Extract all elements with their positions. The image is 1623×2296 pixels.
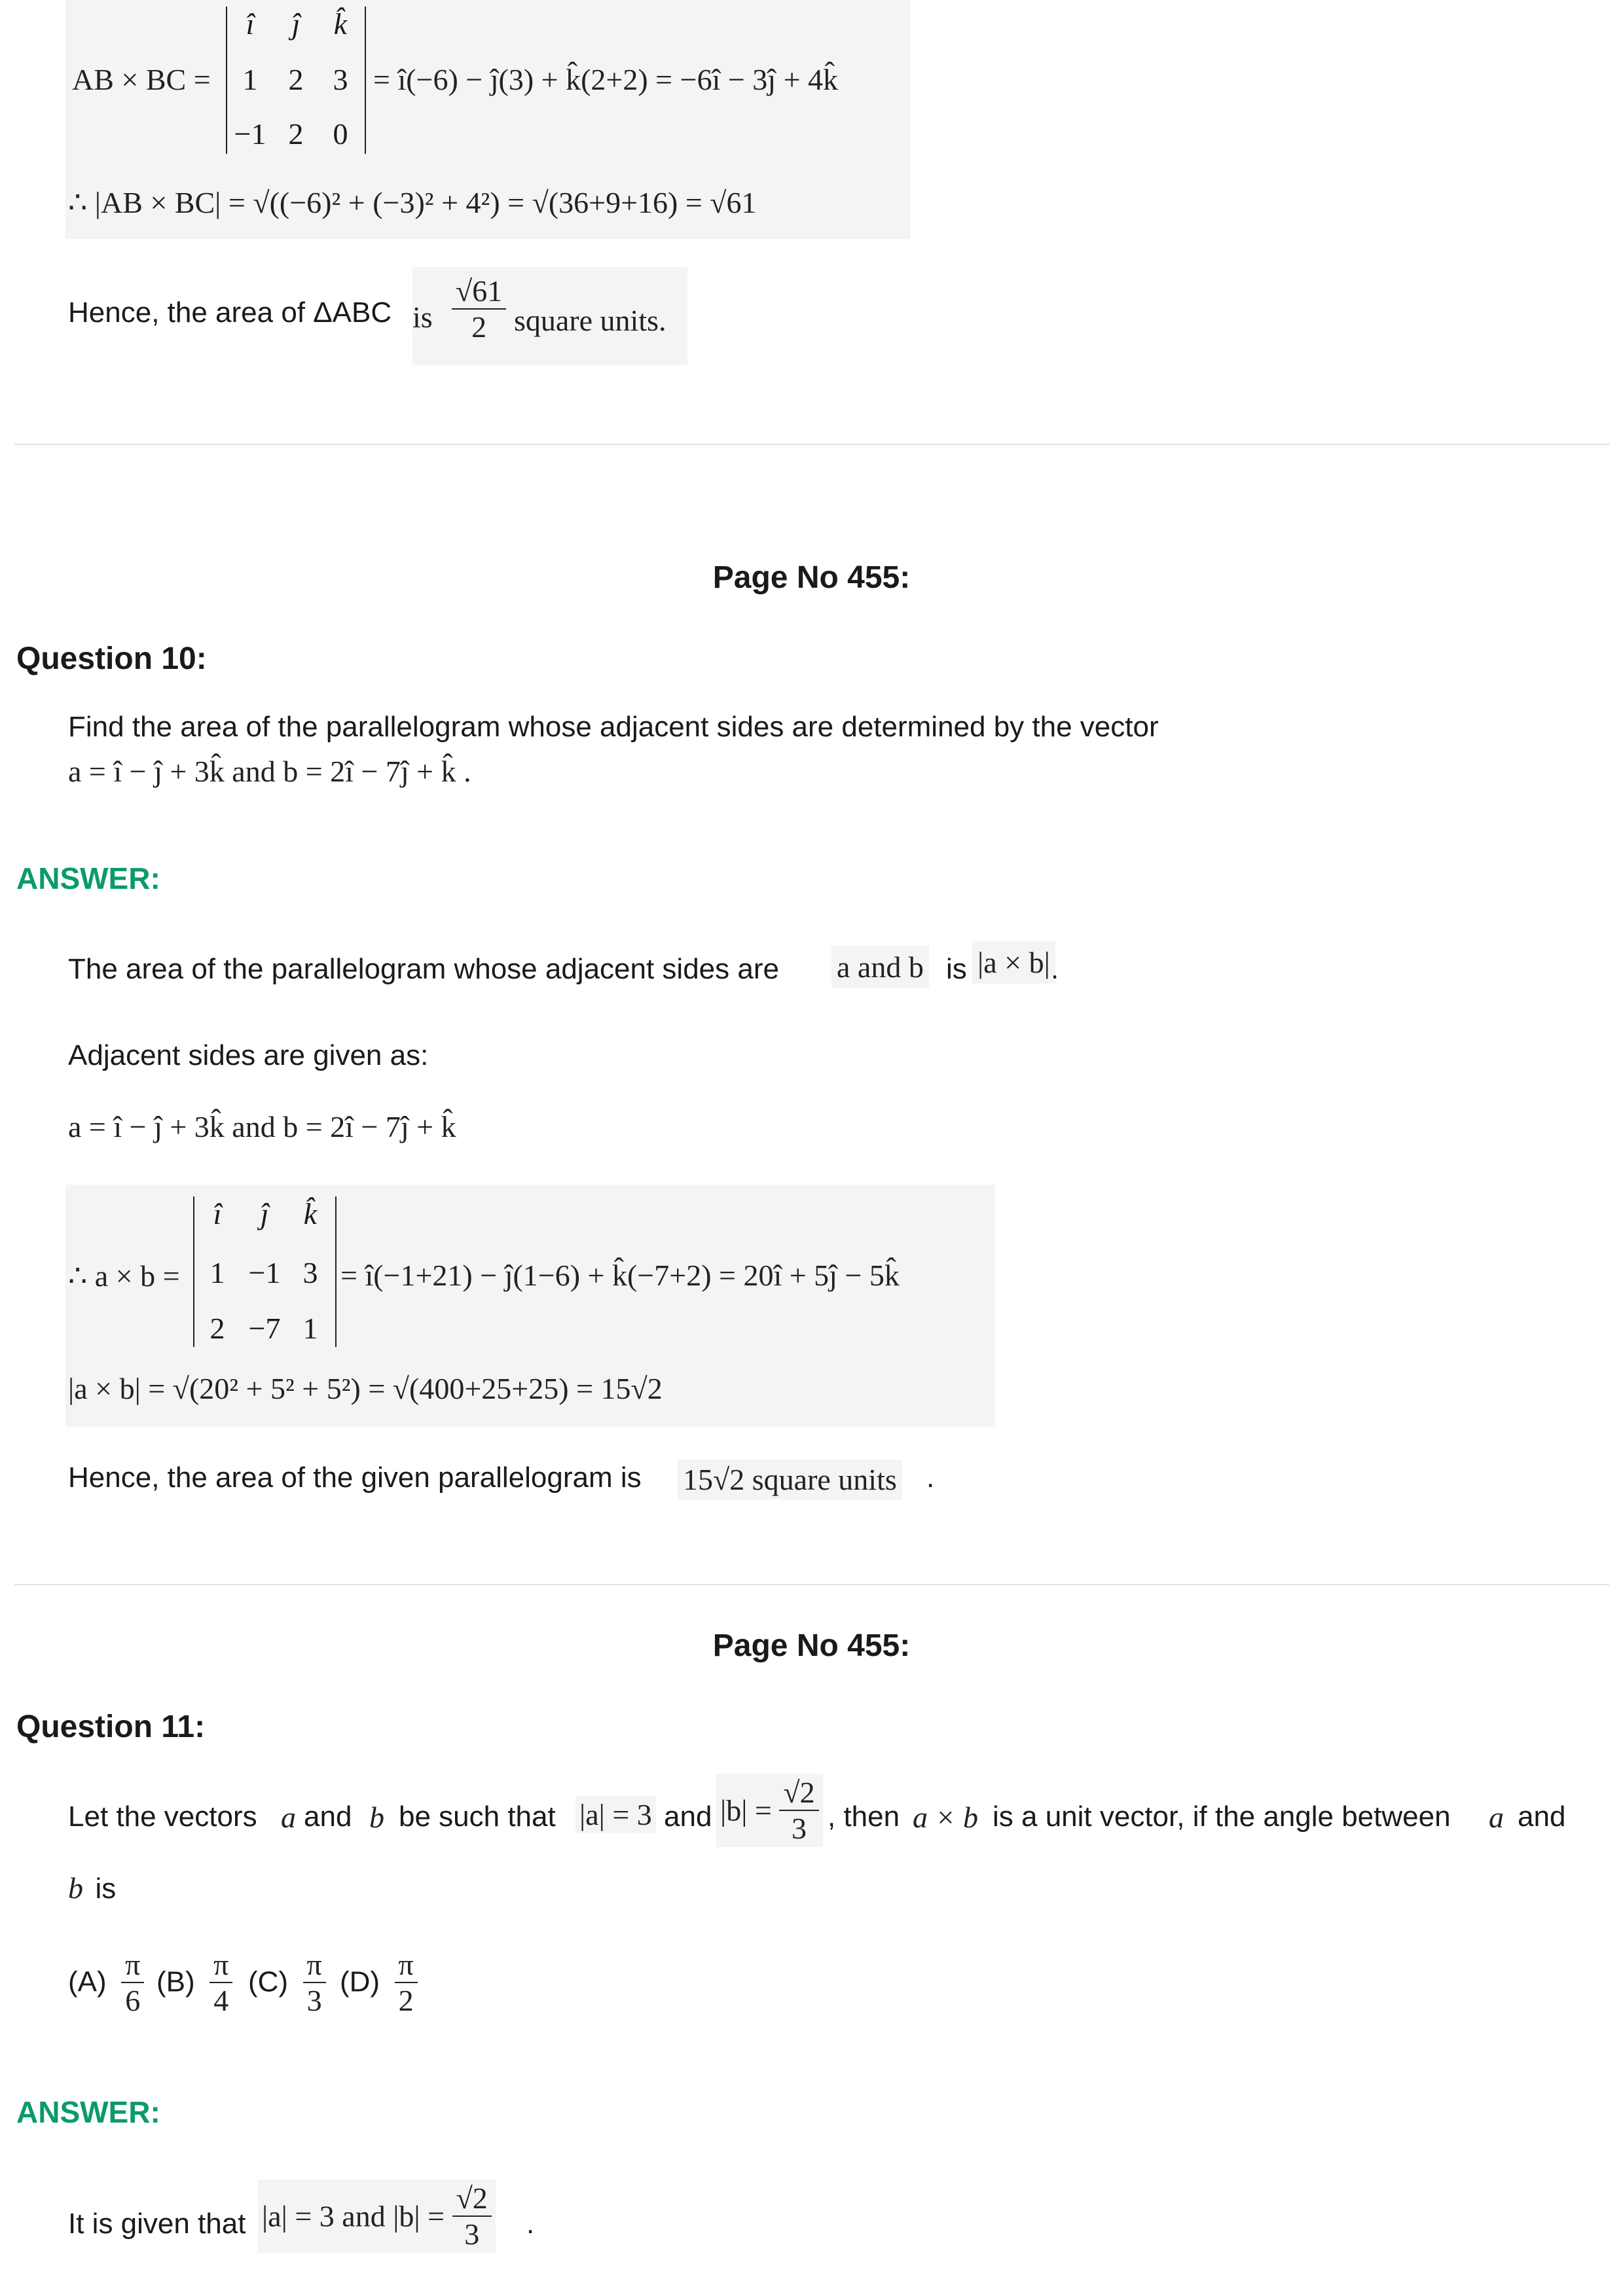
det2-cell: 3 [302,1256,318,1289]
q10-line1-dot: . [1051,953,1059,985]
cross-lhs-2: ∴ a × b = [68,1259,180,1293]
q11-text2: be such that [399,1801,556,1833]
q11-axb: a × b [913,1801,979,1834]
option-c-num: π [303,1947,326,1983]
det2-cell: −7 [248,1312,281,1345]
prev-conclusion-math [412,267,687,365]
q11-a2: a [1489,1801,1504,1834]
answer-label-10: ANSWER: [16,861,160,895]
q11-given-dot: . [526,2208,535,2240]
q10-line1-mag [972,941,1055,984]
det1-cell: k̂ [333,7,348,41]
det2-cell: î [213,1197,222,1230]
det2-cell: −1 [248,1256,281,1289]
q11-fraction-num: √2 [779,1775,818,1811]
q11-given-fraction-den: 3 [464,2217,480,2251]
q11-given-math-lhs: |a| = 3 and |b| = [262,2199,445,2233]
det2-cell: k̂ [303,1197,318,1230]
prev-conclusion-text: Hence, the area of ΔABC [68,296,392,329]
q11-text1: Let the vectors [68,1801,257,1833]
divider-2 [14,1584,1609,1585]
magnitude-line-1: ∴ |AB × BC| = √((−6)² + (−3)² + 4²) = √(36+9+16) = √61 [68,186,757,219]
magnitude-line-2: |a × b| = √(20² + 5² + 5²) = √(400+25+25) = 15√2 [68,1372,663,1405]
option-d-num: π [395,1947,418,1983]
q11-given-text: It is given that [68,2208,246,2240]
option-b-den: 4 [213,1984,229,2017]
option-a-label: (A) [68,1965,107,1998]
q11-mag-b [716,1774,823,1847]
option-a-fraction [121,1947,144,2018]
area-fraction [452,274,506,344]
q11-text3: is a unit vector, if the angle between [993,1801,1451,1833]
prev-conclusion-units: square units. [514,304,666,337]
option-d-label: (D) [340,1965,380,1998]
prev-conclusion [68,296,392,331]
det1-cell: î [246,7,255,41]
option-a-den: 6 [125,1984,141,2017]
q10-conclusion-math: 15√2 square units [678,1460,902,1499]
answer-label-11: ANSWER: [16,2095,160,2129]
question-10-label: Question 10: [16,641,207,676]
option-b-label: (B) [156,1965,195,1998]
q10-conclusion-text: Hence, the area of the given parallelogram is [68,1462,642,1494]
determinant-1 [226,7,366,154]
det1-cell: 3 [333,63,348,96]
option-d[interactable] [340,1947,418,2018]
option-d-fraction [395,1947,418,2018]
det2-cell: 1 [302,1312,318,1345]
option-c-fraction [303,1947,326,2018]
question-11-line2 [68,1871,116,1907]
q11-fraction [779,1775,818,1846]
det2-cell: ĵ [260,1197,269,1230]
q11-b: b [369,1801,384,1834]
q11-and3: and [1518,1801,1566,1833]
option-d-den: 2 [398,1984,414,2017]
divider-1 [14,444,1609,445]
q11-given [68,2173,657,2271]
magnitude-a-cross-b: |a × b| [977,946,1050,979]
q11-fraction-den: 3 [792,1812,807,1845]
q10-line1-is: is [946,953,967,985]
q11-and1: and [304,1801,352,1833]
det1-cell: 2 [288,117,304,151]
q11-is: is [95,1873,117,1905]
cross-product-block-2 [65,1185,995,1427]
option-b-fraction [210,1947,232,2018]
det1-cell: −1 [234,117,266,151]
q10-line2: Adjacent sides are given as: [68,1039,429,1071]
det2-cell: 2 [210,1312,225,1345]
q11-b2: b [68,1871,83,1905]
cross-lhs-1: AB × BC = [72,63,211,96]
q11-given-fraction [452,2181,492,2251]
det2-cell: 1 [210,1256,225,1289]
question-10-text: Find the area of the parallelogram whose adjacent sides are determined by the vector [68,711,1159,743]
question-11-line1 [68,1767,1574,1859]
det1-cell: 1 [242,63,258,96]
fraction-numerator: √61 [452,274,506,310]
q10-line1 [68,952,779,987]
q10-line1-math [831,946,929,988]
q10-conclusion-dot: . [926,1462,935,1494]
option-b-num: π [210,1947,232,1983]
option-c-label: (C) [248,1965,289,1998]
question-11-label: Question 11: [16,1710,206,1744]
q11-a: a [281,1801,296,1834]
page-number-label: Page No 455: [712,1628,911,1663]
a-and-b: a and b [837,950,924,984]
fraction-denominator: 2 [471,310,487,344]
q10-line1-text: The area of the parallelogram whose adjacent sides are [68,953,779,985]
det1-cell: 0 [333,117,348,151]
question-10-math: a = î − ĵ + 3k̂ and b = 2î − 7ĵ + k̂ . [68,755,471,788]
q11-comma-then: , then [828,1801,900,1833]
option-c[interactable] [248,1947,326,2018]
q11-options [68,1947,461,2026]
q10-given-math: a = î − ĵ + 3k̂ and b = 2î − 7ĵ + k̂ [68,1110,456,1143]
det1-cell: 2 [288,63,304,96]
determinant-2 [193,1196,337,1347]
q11-given-fraction-num: √2 [452,2181,492,2217]
page-number-label: Page No 455: [712,560,911,595]
det1-cell: ĵ [291,7,301,41]
q11-mag-b-lhs: |b| = [720,1793,772,1827]
q11-given-math [258,2179,496,2253]
cross-product-block-1 [65,0,910,239]
option-a-num: π [121,1947,144,1983]
option-a[interactable] [68,1947,144,2018]
q11-and2: and [664,1801,712,1833]
prev-conclusion-is: is [412,300,433,334]
cross-rhs-2: = î(−1+21) − ĵ(1−6) + k̂(−7+2) = 20î + 5ĵ − 5k̂ [340,1259,900,1292]
q11-mag-a: |a| = 3 [575,1796,656,1833]
option-c-den: 3 [306,1984,322,2017]
option-b[interactable] [156,1947,232,2018]
cross-rhs-1: = î(−6) − ĵ(3) + k̂(2+2) = −6î − 3ĵ + 4k̂ [373,63,839,96]
